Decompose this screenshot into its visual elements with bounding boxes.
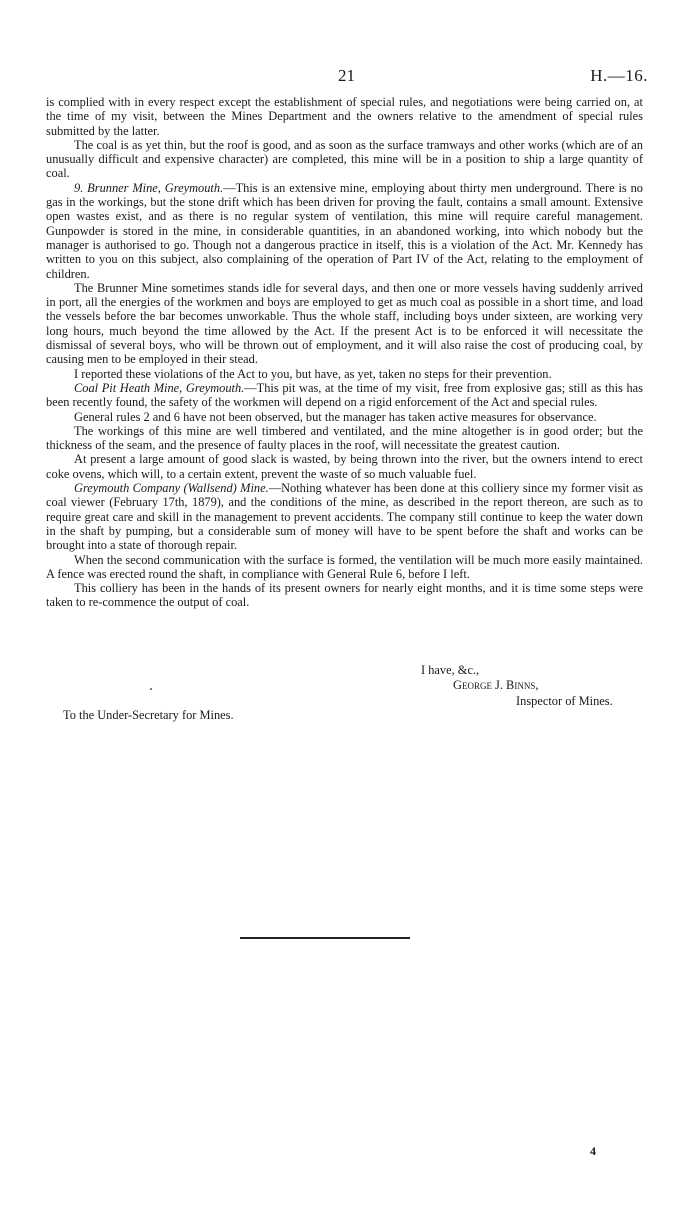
addressee: To the Under-Secretary for Mines. (63, 708, 234, 722)
report-body (46, 95, 643, 610)
paragraph: Coal Pit Heath Mine, Greymouth.—This pit was, at the time of my visit, free from explosive gas; still as this has been recently found, the safety of the workmen will depend on a rigid enforcement of the Act and special rules. (46, 380, 643, 410)
paragraph: The coal is as yet thin, but the roof is good, and as soon as the surface tramways and other works (which are of an unusually difficult and expensive character) are completed, this mine will be in a position to ship a large quantity of coal. (46, 137, 643, 181)
paragraph-lead: Greymouth Company (Wallsend) Mine. (74, 481, 269, 496)
ink-speck (150, 688, 152, 690)
signature-title: Inspector of Mines. (516, 694, 613, 708)
paragraph: At present a large amount of good slack is wasted, by being thrown into the river, but the owners intend to erect coke ovens, which will, to a certain extent, prevent the waste of so much valuable fuel. (46, 452, 643, 481)
signature-name: George J. Binns, (453, 678, 539, 692)
page-number: 21 (338, 66, 355, 85)
paragraph-lead: Coal Pit Heath Mine, Greymouth. (74, 380, 245, 395)
paragraph: This colliery has been in the hands of its present owners for nearly eight months, and it is time some steps were taken to re-commence the output of coal. (46, 581, 643, 610)
document-reference: H.—16. (590, 66, 648, 85)
paragraph: Greymouth Company (Wallsend) Mine.—Nothing whatever has been done at this colliery since my former visit as coal viewer (February 17th, 1879), and the conditions of the mine, as described in the report thereon, are such as to require great care and skill in the management to prevent accidents. The company still continue to keep the water down in the shaft by pumping, but a considerable sum of money will have to be spent before the shaft and works can be brought into a state of thorough repair. (46, 481, 643, 553)
paragraph: 9. Brunner Mine, Greymouth.—This is an extensive mine, employing about thirty men underground. There is no gas in the workings, but the stone drift which has been driven for proving the fault, contains a small amount. Extensive open wastes exist, and as there is no regular system of ventilation, this mine will require careful management. Gunpowder is stored in the mine, in considerable quantities, in an abandoned working, into which nobody but the manager is authorised to go. Though not a dangerous practice in itself, this is a violation of the Act. Mr. Kennedy has written to you on this subject, also complaining of the operation of Part IV of the Act, relating to the employment of children. (46, 180, 643, 281)
page-header (0, 66, 700, 86)
section-rule (240, 937, 410, 939)
paragraph: When the second communication with the surface is formed, the ventilation will be much more easily maintained. A fence was erected round the shaft, in compliance with General Rule 6, before I left. (46, 552, 643, 581)
signature-closing: I have, &c., (421, 663, 480, 677)
paragraph: The workings of this mine are well timbered and ventilated, and the mine altogether is in good order; but the thickness of the seam, and the presence of faulty places in the roof, will necessitate the greatest caution. (46, 423, 643, 453)
signature-mark: 4 (590, 1144, 596, 1158)
paragraph-lead: 9. Brunner Mine, Greymouth. (74, 180, 224, 195)
paragraph: The Brunner Mine sometimes stands idle for several days, and then one or more vessels having suddenly arrived in port, all the energies of the workmen and boys are employed to get as much coal as possible in a short time, and load the vessels before the bar becomes unworkable. Thus the whole staff, including boys under sixteen, are working very long hours, much beyond the time allowed by the Act. If the present Act is to be enforced it will necessitate the dismissal of several boys, who will be thrown out of employment, and it will also raise the cost of producing coal, by causing men to be employed in their stead. (46, 280, 643, 367)
paragraph: is complied with in every respect except the establishment of special rules, and negotiations were being carried on, at the time of my visit, between the Mines Department and the owners relative to the amendment of special rules submitted by the latter. (46, 95, 643, 138)
paragraph: General rules 2 and 6 have not been observed, but the manager has taken active measures for observance. (74, 409, 597, 424)
paragraph: I reported these violations of the Act to you, but have, as yet, taken no steps for their prevention. (74, 366, 552, 381)
